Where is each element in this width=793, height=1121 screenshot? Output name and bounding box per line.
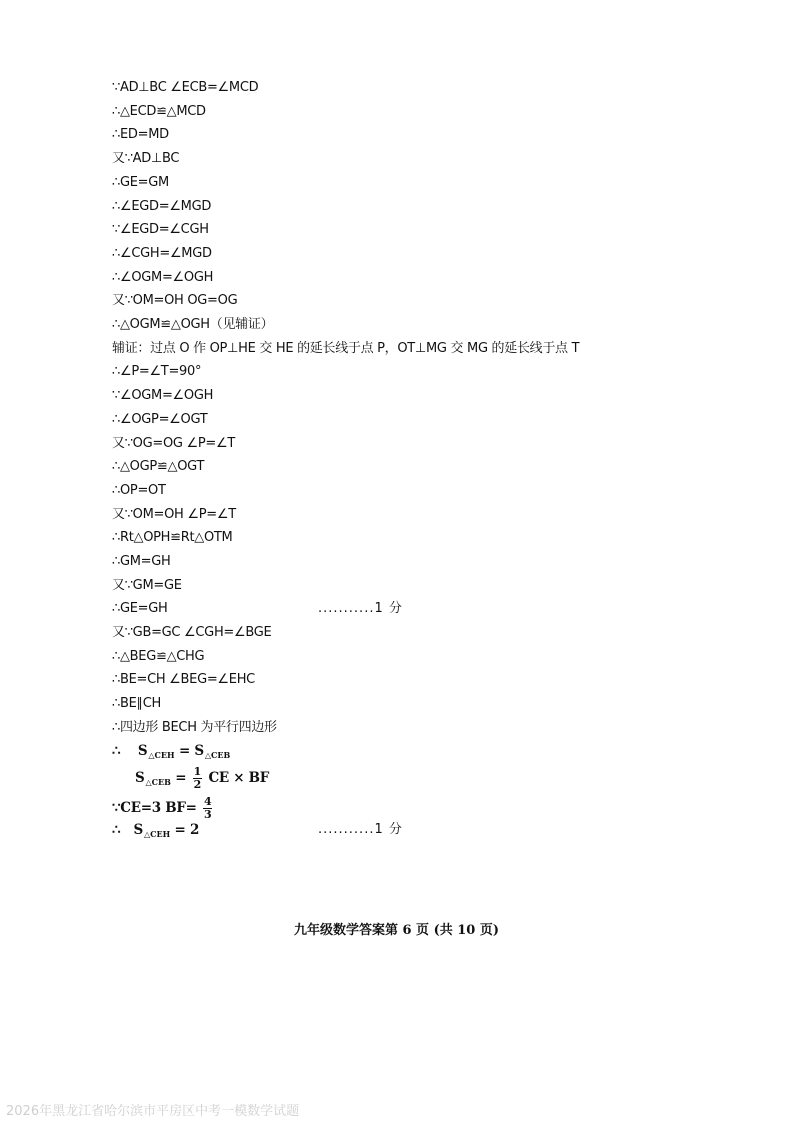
equals-sign: = [175, 770, 187, 786]
proof-line-17: ∴△OGP≌△OGT [112, 459, 205, 474]
proof-line-20: ∴Rt△OPH≌Rt△OTM [112, 530, 233, 545]
therefore-symbol: ∴ [112, 822, 121, 838]
area-subscript: △CEH [148, 750, 175, 760]
proof-line-1: ∵AD⊥BC ∠ECB=∠MCD [112, 80, 259, 95]
proof-line-25: ∴△BEG≌△CHG [112, 649, 205, 664]
area-equality-formula [112, 743, 230, 763]
score-mark-1: ...........1 分 [318, 601, 403, 616]
area-subscript: △CEH [143, 829, 171, 839]
given-values-text: ∵CE=3 BF= [112, 800, 197, 816]
proof-line-15: ∴∠OGP=∠OGT [112, 412, 208, 427]
proof-line-14: ∵∠OGM=∠OGH [112, 388, 214, 403]
proof-line-8: ∴∠CGH=∠MGD [112, 246, 212, 261]
area-calculation-formula [135, 764, 269, 796]
area-result-formula [112, 822, 199, 842]
area-symbol: S [194, 743, 204, 759]
proof-line-2: ∴△ECD≌△MCD [112, 104, 206, 119]
one-half-fraction [193, 766, 202, 791]
equals-sign: = [178, 743, 190, 759]
fraction-denominator: 3 [204, 808, 212, 821]
proof-line-10: 又∵OM=OH OG=OG [112, 293, 238, 308]
proof-line-16: 又∵OG=OG ∠P=∠T [112, 436, 235, 451]
proof-line-13: ∴∠P=∠T=90° [112, 364, 202, 379]
proof-line-22: 又∵GM=GE [112, 578, 182, 593]
area-subscript: △CEB [145, 777, 171, 787]
proof-line-9: ∴∠OGM=∠OGH [112, 270, 214, 285]
score-mark-2: ...........1 分 [318, 822, 403, 837]
area-result-value: = 2 [174, 822, 200, 838]
area-symbol: S [135, 770, 145, 786]
given-values-formula [112, 794, 214, 822]
auxiliary-proof-heading: 辅证：过点 O 作 OP⊥HE 交 HE 的延长线于点 P，OT⊥MG 交 MG 的延长线于点 T [112, 341, 580, 356]
proof-line-4: 又∵AD⊥BC [112, 151, 180, 166]
area-product: CE × BF [208, 770, 270, 786]
fraction-denominator: 2 [193, 778, 202, 791]
proof-line-24: 又∵GB=GC ∠CGH=∠BGE [112, 625, 272, 640]
proof-line-18: ∴OP=OT [112, 483, 166, 498]
area-symbol: S [133, 822, 143, 838]
proof-line-11: ∴△OGM≌△OGH（见辅证） [112, 317, 274, 332]
fraction-numerator: 4 [204, 795, 212, 808]
proof-line-23: ∴GE=GH [112, 601, 168, 616]
proof-line-28: ∴四边形 BECH 为平行四边形 [112, 720, 277, 735]
proof-line-7: ∵∠EGD=∠CGH [112, 222, 209, 237]
page-footer: 九年级数学答案第 6 页 (共 10 页) [293, 923, 500, 938]
proof-line-19: 又∵OM=OH ∠P=∠T [112, 507, 236, 522]
proof-line-27: ∴BE∥CH [112, 696, 161, 711]
fraction-numerator: 1 [193, 765, 202, 778]
watermark: 2026年黑龙江省哈尔滨市平房区中考一模数学试题 [6, 1104, 300, 1119]
therefore-symbol: ∴ [112, 743, 121, 759]
area-subscript: △CEB [204, 750, 231, 760]
proof-line-5: ∴GE=GM [112, 175, 169, 190]
proof-line-21: ∴GM=GH [112, 554, 171, 569]
proof-line-6: ∴∠EGD=∠MGD [112, 199, 212, 214]
proof-line-3: ∴ED=MD [112, 127, 169, 142]
proof-line-26: ∴BE=CH ∠BEG=∠EHC [112, 672, 255, 687]
four-thirds-fraction [203, 796, 212, 821]
area-symbol: S [137, 743, 148, 759]
